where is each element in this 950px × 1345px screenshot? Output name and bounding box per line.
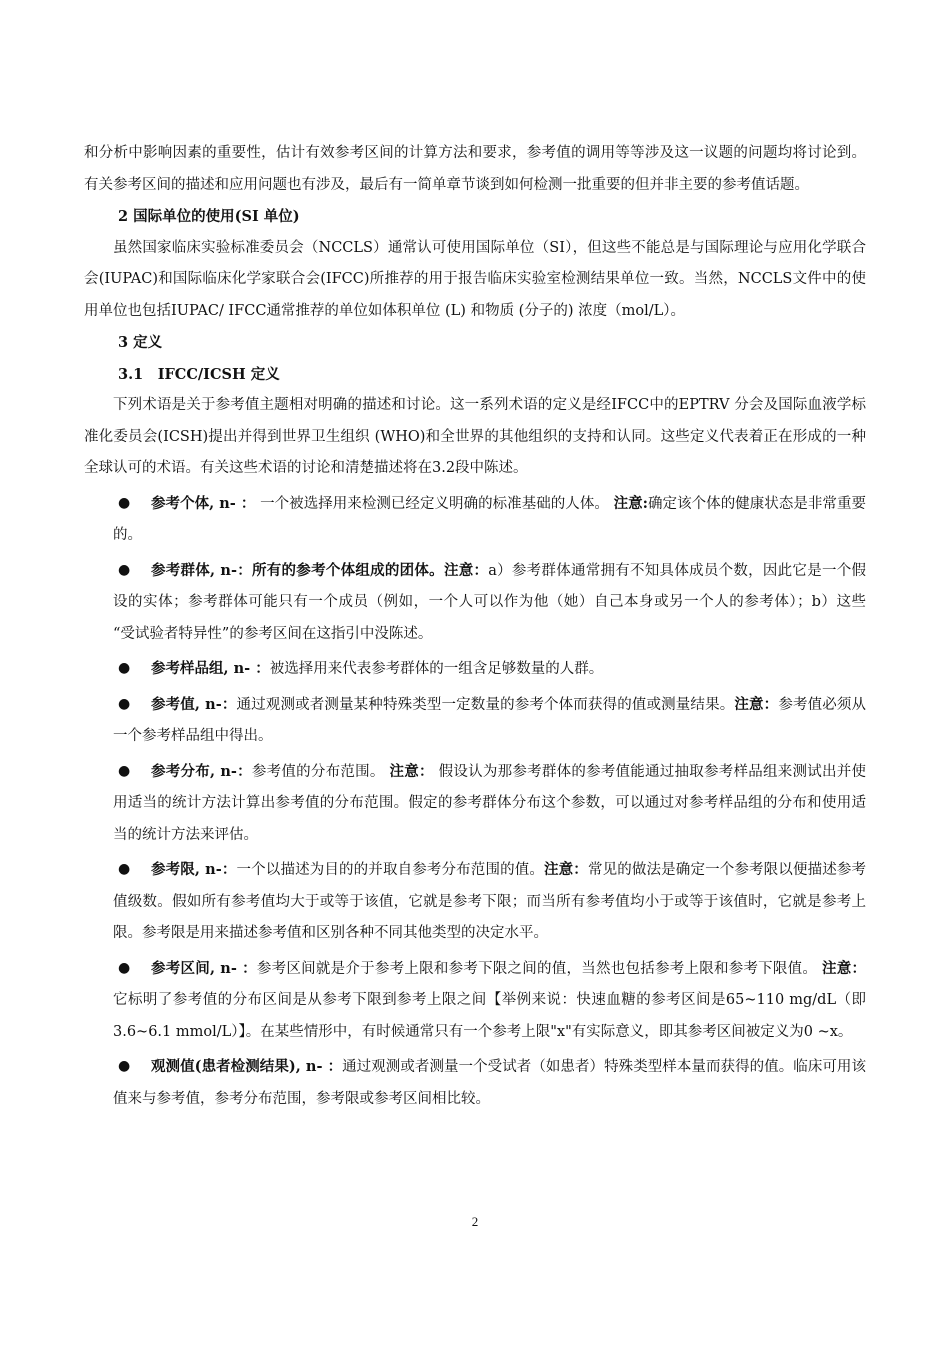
definition-item (84, 1051, 866, 1115)
definition-list (84, 488, 866, 1116)
definition-note-label: 注意： (822, 959, 867, 977)
definition-note-text: 参考值必须从一个参考样品组中得出。 (113, 696, 867, 744)
bullet-icon: ● (118, 660, 131, 676)
definition-note-label: 注意: (613, 494, 648, 512)
definition-term: 参考个体, n- ： (151, 494, 256, 512)
definition-note-label: 注意： (544, 861, 588, 878)
definition-term: 观测值(患者检测结果), n- ： (151, 1058, 343, 1075)
definition-note-text: 常见的做法是确定一个参考限以便描述参考值级数。假如所有参考值均大于或等于该值，它就是参考下限；而当所有参考值均小于或等于该值时，它就是参考上限。参考限是用来描述参考值和区别各种不同其他类型的决定水平。 (113, 862, 867, 941)
definition-note-text: 确定该个体的健康状态是非常重要的。 (113, 495, 866, 543)
definition-text: 通过观测或者测量某种特殊类型一定数量的参考个体而获得的值或测量结果。 (236, 696, 735, 713)
bullet-icon: ● (118, 561, 131, 578)
page-number: 2 (471, 1214, 479, 1229)
section-3-heading: 3 定义 (118, 334, 163, 351)
definition-item (84, 953, 866, 1049)
definition-item (84, 488, 866, 552)
definition-text: 通过观测或者测量一个受试者（如患者）特殊类型样本量而获得的值。临床可用该值来与参考值，参考分布范围，参考限或参考区间相比较。 (113, 1059, 866, 1107)
definition-text: a）参考群体通常拥有不知具体成员个数，因此它是一个假设的实体；参考群体可能只有一个成员（例如，一个人可以作为他（她）自己本身或另一个人的参考体）；b）这些 “受试验者特异性”的参考区间在这指引中没陈述。 (113, 562, 866, 642)
definition-item (84, 756, 866, 852)
definition-item (84, 555, 866, 651)
bullet-icon: ● (118, 494, 131, 511)
definition-text: 参考值的分布范围。 (251, 763, 390, 780)
definition-note-label: 注意： (734, 695, 779, 713)
section-2-heading: 2 国际单位的使用(SI 单位) (118, 208, 300, 225)
bullet-icon: ● (118, 1058, 131, 1074)
definition-text: 被选择用来代表参考群体的一组含足够数量的人群。 (269, 661, 604, 677)
section-2-paragraph: 虽然国家临床实验标准委员会（NCCLS）通常认可使用国际单位（SI），但这些不能总是与国际理论与应用化学联合会(IUPAC)和国际临床化学家联合会(IFCC)所推荐的用于报告临床实验室检测结果单位一致。当然，NCCLS文件中的使用单位也包括IUPAC/ IFCC通常推荐的单位如体积单位 (L) 和物质 (分子的) 浓度（mol/L）。 (84, 239, 866, 319)
definition-text: 参考区间就是介于参考上限和参考下限之间的值，当然也包括参考上限和参考下限值。 (256, 960, 823, 977)
section-3-1-heading: 3.1 IFCC/ICSH 定义 (118, 365, 280, 383)
definition-term: 参考分布, n-： (151, 762, 252, 780)
bullet-icon: ● (118, 695, 131, 712)
definition-term: 参考样品组, n- ： (151, 660, 270, 677)
definition-text: 一个以描述为目的的并取自参考分布范围的值。 (236, 862, 545, 878)
bullet-icon: ● (118, 762, 131, 779)
definition-text: 一个被选择用来检测已经定义明确的标准基础的人体。 (255, 495, 614, 512)
document-page (84, 138, 866, 1115)
bullet-icon: ● (118, 861, 131, 877)
definition-note-text: 假设认为那参考群体的参考值能通过抽取参考样品组来测试出并使用适当的统计方法计算出参考值的分布范围。假定的参考群体分布这个参数，可以通过对参考样品组的分布和使用适当的统计方法来评估。 (113, 763, 867, 843)
definition-item (84, 653, 866, 686)
intro-paragraph: 和分析中影响因素的重要性，估计有效参考区间的计算方法和要求，参考值的调用等等涉及这一议题的问题均将讨论到。有关参考区间的描述和应用问题也有涉及，最后有一简单章节谈到如何检测一批重要的但并非主要的参考值话题。 (84, 145, 866, 193)
definition-note-label: 注意： (389, 762, 434, 780)
definition-term: 参考区间, n- ： (151, 959, 257, 977)
section-3-1-paragraph: 下列术语是关于参考值主题相对明确的描述和讨论。这一系列术语的定义是经IFCC中的EPTRV 分会及国际血液学标准化委员会(ICSH)提出并得到世界卫生组织 (WHO)和全世界的其他组织的支持和认同。这些定义代表着正在形成的一种全球认可的术语。有关这些术语的讨论和清楚描述将在3.2段中陈述。 (84, 397, 866, 476)
definition-item (84, 689, 866, 753)
definition-item (84, 854, 866, 950)
bullet-icon: ● (118, 959, 131, 976)
definition-term: 参考群体, n-：所有的参考个体组成的团体。注意： (151, 561, 489, 579)
definition-term: 参考值, n-： (151, 695, 237, 713)
definition-note-text: 它标明了参考值的分布区间是从参考下限到参考上限之间【举例来说：快速血糖的参考区间是65~110 mg/dL（即3.6~6.1 mmol/L）】。在某些情形中，有时候通常只有一个参考上限"x"有实际意义，即其参考区间被定义为0 ~x。 (113, 992, 866, 1040)
definition-term: 参考限, n-： (151, 861, 237, 878)
